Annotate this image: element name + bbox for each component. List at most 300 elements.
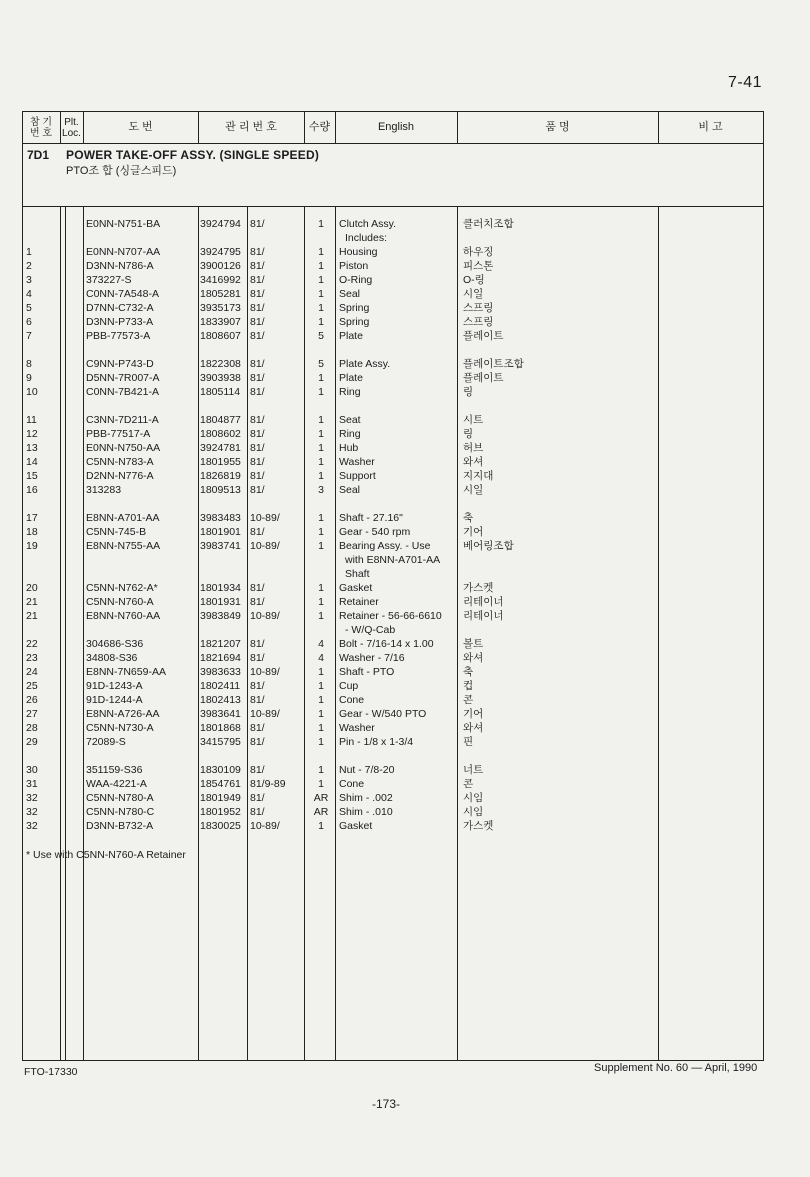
part-number: E0NN-N707-AA (86, 246, 161, 258)
table-row (0, 777, 810, 791)
quantity: 1 (318, 386, 324, 398)
korean-name: 스프링 (463, 316, 494, 328)
quantity: 5 (318, 358, 324, 370)
part-number: 313283 (86, 484, 122, 496)
english-name: Washer (339, 456, 375, 468)
ref-no: 14 (26, 456, 38, 468)
header-ref-no-bottom: 번 호 (29, 127, 53, 139)
english-name: - W/Q-Cab (345, 624, 396, 636)
mgmt-number: 1809513 (200, 484, 241, 496)
english-name: Spring (339, 302, 370, 314)
english-name: Plate (339, 330, 363, 342)
korean-name: 베어링조합 (463, 540, 514, 552)
part-number: 72089-S (86, 736, 126, 748)
table-row (0, 427, 810, 441)
header-english: English (377, 121, 415, 133)
english-name: Washer - 7/16 (339, 652, 405, 664)
quantity: 4 (318, 652, 324, 664)
table-row (0, 455, 810, 469)
korean-name: 너트 (463, 764, 484, 776)
english-name: Shaft (345, 568, 370, 580)
header-plt-loc (60, 112, 83, 143)
part-number: E8NN-A726-AA (86, 708, 160, 720)
date-code: 81/ (250, 526, 265, 538)
mgmt-number: 3415795 (200, 736, 241, 748)
part-number: C0NN-7B421-A (86, 386, 159, 398)
table-row (0, 371, 810, 385)
table-row (0, 805, 810, 819)
ref-no: 23 (26, 652, 38, 664)
part-number: 34808-S36 (86, 652, 138, 664)
date-code: 81/ (250, 330, 265, 342)
header-part-number: 도 번 (128, 121, 153, 133)
table-row (0, 301, 810, 315)
korean-name: 콘 (463, 778, 474, 790)
english-name: Ring (339, 386, 361, 398)
date-code: 81/9-89 (250, 778, 286, 790)
table-row (0, 357, 810, 371)
english-name: Housing (339, 246, 378, 258)
english-name: Nut - 7/8-20 (339, 764, 395, 776)
mgmt-number: 3983741 (200, 540, 241, 552)
date-code: 81/ (250, 792, 265, 804)
date-code: 81/ (250, 218, 265, 230)
ref-no: 7 (26, 330, 32, 342)
korean-name: 컵 (463, 680, 474, 692)
ref-no: 13 (26, 442, 38, 454)
date-code: 81/ (250, 414, 265, 426)
quantity: 1 (318, 680, 324, 692)
mgmt-number: 1821694 (200, 652, 241, 664)
korean-name: 와셔 (463, 652, 484, 664)
table-row (0, 567, 810, 581)
korean-name: 플레이트 (463, 330, 504, 342)
ref-no: 10 (26, 386, 38, 398)
footer-doc-code: FTO-17330 (24, 1066, 78, 1078)
ref-no: 19 (26, 540, 38, 552)
date-code: 81/ (250, 806, 265, 818)
part-number: E0NN-N751-BA (86, 218, 161, 230)
english-name: Shaft - 27.16" (339, 512, 403, 524)
table-row (0, 511, 810, 525)
korean-name: 시일 (463, 484, 484, 496)
date-code: 81/ (250, 722, 265, 734)
ref-no: 15 (26, 470, 38, 482)
page-footer-number: -173- (372, 1097, 401, 1111)
part-number: D3NN-B732-A (86, 820, 154, 832)
mgmt-number: 1808602 (200, 428, 241, 440)
quantity: 1 (318, 526, 324, 538)
ref-no: 26 (26, 694, 38, 706)
table-row (0, 623, 810, 637)
table-row (0, 469, 810, 483)
ref-no: 29 (26, 736, 38, 748)
part-number: D7NN-C732-A (86, 302, 154, 314)
english-name: with E8NN-A701-AA (345, 554, 441, 566)
korean-name: 핀 (463, 736, 474, 748)
header-quantity: 수량 (308, 121, 331, 133)
table-row (0, 679, 810, 693)
mgmt-number: 1801952 (200, 806, 241, 818)
mgmt-number: 1805114 (200, 386, 241, 398)
quantity: 1 (318, 582, 324, 594)
quantity: 1 (318, 246, 324, 258)
korean-name: 시트 (463, 414, 484, 426)
korean-name: 시임 (463, 792, 484, 804)
date-code: 10-89/ (250, 666, 280, 678)
table-row (0, 287, 810, 301)
ref-no: 20 (26, 582, 38, 594)
english-name: Plate Assy. (339, 358, 391, 370)
english-name: Gasket (339, 820, 373, 832)
header-plt-bottom: Loc. (62, 127, 81, 139)
mgmt-number: 1833907 (200, 316, 241, 328)
korean-name: 스프링 (463, 302, 494, 314)
date-code: 81/ (250, 736, 265, 748)
mgmt-number: 1801868 (200, 722, 241, 734)
table-row (0, 273, 810, 287)
korean-name: 가스켓 (463, 820, 494, 832)
ref-no: 21 (26, 610, 38, 622)
english-name: Ring (339, 428, 361, 440)
english-name: Shim - .002 (339, 792, 393, 804)
section-code: 7D1 (27, 148, 50, 162)
ref-no: 22 (26, 638, 38, 650)
korean-name: 플레이트조합 (463, 358, 524, 370)
mgmt-number: 3924794 (200, 218, 241, 230)
table-row (0, 553, 810, 567)
english-name: Includes: (345, 232, 388, 244)
mgmt-number: 1808607 (200, 330, 241, 342)
date-code: 81/ (250, 456, 265, 468)
korean-name: 지지대 (463, 470, 494, 482)
korean-name: 기어 (463, 708, 484, 720)
date-code: 81/ (250, 372, 265, 384)
ref-no: 1 (26, 246, 32, 258)
date-code: 10-89/ (250, 610, 280, 622)
table-bottom-border (22, 1060, 764, 1061)
quantity: 1 (318, 218, 324, 230)
part-number: PBB-77517-A (86, 428, 151, 440)
quantity: 1 (318, 260, 324, 272)
table-row (0, 441, 810, 455)
quantity: 1 (318, 666, 324, 678)
mgmt-number: 1805281 (200, 288, 241, 300)
korean-name: 와셔 (463, 722, 484, 734)
row-spacer (0, 497, 810, 511)
table-row (0, 329, 810, 343)
date-code: 81/ (250, 302, 265, 314)
quantity: AR (313, 806, 329, 818)
ref-no: 17 (26, 512, 38, 524)
table-row (0, 595, 810, 609)
table-row (0, 231, 810, 245)
korean-name: 링 (463, 428, 474, 440)
table-row (0, 413, 810, 427)
table-row (0, 735, 810, 749)
part-number: 304686-S36 (86, 638, 144, 650)
quantity: 1 (318, 414, 324, 426)
table-row (0, 539, 810, 553)
korean-name: 플레이트 (463, 372, 504, 384)
korean-name: 시임 (463, 806, 484, 818)
ref-no: 32 (26, 806, 38, 818)
english-name: Clutch Assy. (339, 218, 396, 230)
header-plt-top: Plt. (64, 116, 79, 128)
english-name: Washer (339, 722, 375, 734)
part-number: E8NN-N760-AA (86, 610, 161, 622)
quantity: 1 (318, 302, 324, 314)
ref-no: 24 (26, 666, 38, 678)
ref-no: 5 (26, 302, 32, 314)
english-name: Piston (339, 260, 369, 272)
footnote: * Use with C5NN-N760-A Retainer (26, 849, 186, 861)
english-name: O-Ring (339, 274, 373, 286)
quantity: 1 (318, 540, 324, 552)
ref-no: 18 (26, 526, 38, 538)
date-code: 81/ (250, 652, 265, 664)
english-name: Plate (339, 372, 363, 384)
english-name: Cup (339, 680, 359, 692)
date-code: 81/ (250, 470, 265, 482)
english-name: Gear - W/540 PTO (339, 708, 427, 720)
date-code: 10-89/ (250, 512, 280, 524)
korean-name: 볼트 (463, 638, 484, 650)
table-row (0, 651, 810, 665)
quantity: 1 (318, 372, 324, 384)
date-code: 81/ (250, 638, 265, 650)
part-number: C5NN-745-B (86, 526, 147, 538)
date-code: 81/ (250, 316, 265, 328)
table-row (0, 721, 810, 735)
part-number: WAA-4221-A (86, 778, 147, 790)
table-row (0, 763, 810, 777)
ref-no: 9 (26, 372, 32, 384)
ref-no: 30 (26, 764, 38, 776)
quantity: 1 (318, 820, 324, 832)
date-code: 81/ (250, 694, 265, 706)
date-code: 81/ (250, 484, 265, 496)
mgmt-number: 3983633 (200, 666, 241, 678)
english-name: Pin - 1/8 x 1-3/4 (339, 736, 414, 748)
ref-no: 28 (26, 722, 38, 734)
quantity: 1 (318, 694, 324, 706)
table-row (0, 217, 810, 231)
ref-no: 11 (26, 414, 37, 426)
part-number: C5NN-N730-A (86, 722, 154, 734)
mgmt-number: 1801955 (200, 456, 241, 468)
mgmt-number: 1802411 (200, 680, 241, 692)
header-bottom-border (22, 143, 764, 144)
english-name: Spring (339, 316, 370, 328)
part-number: C3NN-7D211-A (86, 414, 159, 426)
date-code: 81/ (250, 428, 265, 440)
mgmt-number: 1804877 (200, 414, 241, 426)
table-row (0, 665, 810, 679)
date-code: 81/ (250, 582, 265, 594)
ref-no: 4 (26, 288, 32, 300)
header-mgmt-number: 관 리 번 호 (225, 121, 277, 133)
mgmt-number: 3924795 (200, 246, 241, 258)
english-name: Cone (339, 778, 365, 790)
korean-name: 리테이너 (463, 596, 504, 608)
mgmt-number: 1802413 (200, 694, 241, 706)
part-number: 373227-S (86, 274, 132, 286)
date-code: 81/ (250, 288, 265, 300)
quantity: 1 (318, 778, 324, 790)
quantity: 1 (318, 428, 324, 440)
table-row (0, 581, 810, 595)
part-number: E8NN-N755-AA (86, 540, 161, 552)
table-row (0, 385, 810, 399)
ref-no: 6 (26, 316, 32, 328)
english-name: Seal (339, 288, 361, 300)
part-number: C5NN-N780-A (86, 792, 154, 804)
korean-name: 시일 (463, 288, 484, 300)
english-name: Retainer - 56-66-6610 (339, 610, 442, 622)
table-row (0, 637, 810, 651)
english-name: Retainer (339, 596, 379, 608)
date-code: 81/ (250, 386, 265, 398)
ref-no: 16 (26, 484, 38, 496)
ref-no: 32 (26, 792, 38, 804)
mgmt-number: 3983849 (200, 610, 241, 622)
part-number: C5NN-N780-C (86, 806, 155, 818)
header-remarks: 비 고 (698, 121, 723, 133)
part-number: C5NN-N762-A* (86, 582, 158, 594)
date-code: 81/ (250, 358, 265, 370)
table-row (0, 609, 810, 623)
mgmt-number: 1801931 (200, 596, 241, 608)
footer-supplement: Supplement No. 60 — April, 1990 (594, 1062, 758, 1074)
part-number: D3NN-P733-A (86, 316, 154, 328)
date-code: 81/ (250, 680, 265, 692)
mgmt-number: 1822308 (200, 358, 241, 370)
section-bottom-border (22, 206, 764, 207)
part-number: C0NN-7A548-A (86, 288, 159, 300)
english-name: Shim - .010 (339, 806, 393, 818)
ref-no: 12 (26, 428, 38, 440)
english-name: Gasket (339, 582, 373, 594)
table-row (0, 525, 810, 539)
quantity: 1 (318, 470, 324, 482)
date-code: 81/ (250, 596, 265, 608)
part-number: E8NN-7N659-AA (86, 666, 166, 678)
ref-no: 8 (26, 358, 32, 370)
ref-no: 25 (26, 680, 38, 692)
date-code: 10-89/ (250, 540, 280, 552)
table-row (0, 259, 810, 273)
part-number: 351159-S36 (86, 764, 143, 776)
part-number: C5NN-N783-A (86, 456, 154, 468)
quantity: 5 (318, 330, 324, 342)
korean-name: 기어 (463, 526, 484, 538)
quantity: 1 (318, 708, 324, 720)
quantity: 1 (318, 736, 324, 748)
korean-name: 가스켓 (463, 582, 494, 594)
english-name: Bolt - 7/16-14 x 1.00 (339, 638, 434, 650)
part-number: D2NN-N776-A (86, 470, 154, 482)
part-number: 91D-1244-A (86, 694, 143, 706)
english-name: Support (339, 470, 376, 482)
row-spacer (0, 749, 810, 763)
quantity: 1 (318, 442, 324, 454)
mgmt-number: 3983641 (200, 708, 241, 720)
ref-no: 32 (26, 820, 38, 832)
section-title: POWER TAKE-OFF ASSY. (SINGLE SPEED) (66, 148, 320, 162)
date-code: 10-89/ (250, 820, 280, 832)
english-name: Seat (339, 414, 361, 426)
ref-no: 21 (26, 596, 38, 608)
korean-name: 클러치조합 (463, 218, 514, 230)
mgmt-number: 1801901 (200, 526, 241, 538)
section-subtitle: PTO조 합 (싱글스피드) (66, 165, 177, 177)
korean-name: O-링 (463, 274, 485, 286)
header-ref-no-top: 참 기 (29, 116, 53, 128)
parts-table-body (0, 217, 810, 833)
part-number: D5NN-7R007-A (86, 372, 160, 384)
row-spacer (0, 343, 810, 357)
page-number: 7-41 (728, 74, 763, 91)
table-row (0, 245, 810, 259)
english-name: Hub (339, 442, 359, 454)
quantity: 4 (318, 638, 324, 650)
part-number: E0NN-N750-AA (86, 442, 161, 454)
date-code: 81/ (250, 442, 265, 454)
row-spacer (0, 399, 810, 413)
korean-name: 링 (463, 386, 474, 398)
korean-name: 축 (463, 666, 474, 678)
part-number: E8NN-A701-AA (86, 512, 160, 524)
table-row (0, 693, 810, 707)
date-code: 81/ (250, 764, 265, 776)
ref-no: 31 (26, 778, 38, 790)
table-row (0, 791, 810, 805)
quantity: 1 (318, 764, 324, 776)
part-number: D3NN-N786-A (86, 260, 154, 272)
table-row (0, 819, 810, 833)
quantity: 1 (318, 316, 324, 328)
ref-no: 27 (26, 708, 38, 720)
mgmt-number: 3903938 (200, 372, 241, 384)
korean-name: 하우징 (463, 246, 494, 258)
mgmt-number: 3900126 (200, 260, 241, 272)
quantity: AR (313, 792, 329, 804)
table-row (0, 707, 810, 721)
english-name: Cone (339, 694, 365, 706)
mgmt-number: 3935173 (200, 302, 241, 314)
date-code: 10-89/ (250, 708, 280, 720)
quantity: 1 (318, 610, 324, 622)
header-korean-name: 품 명 (545, 121, 570, 133)
mgmt-number: 1801934 (200, 582, 241, 594)
date-code: 81/ (250, 260, 265, 272)
table-row (0, 315, 810, 329)
korean-name: 축 (463, 512, 474, 524)
part-number: PBB-77573-A (86, 330, 151, 342)
korean-name: 와셔 (463, 456, 484, 468)
ref-no: 2 (26, 260, 32, 272)
quantity: 1 (318, 456, 324, 468)
header-ref-no (22, 112, 60, 143)
mgmt-number: 1826819 (200, 470, 241, 482)
ref-no: 3 (26, 274, 32, 286)
table-row (0, 483, 810, 497)
date-code: 81/ (250, 274, 265, 286)
english-name: Shaft - PTO (339, 666, 395, 678)
quantity: 1 (318, 274, 324, 286)
english-name: Bearing Assy. - Use (339, 540, 431, 552)
